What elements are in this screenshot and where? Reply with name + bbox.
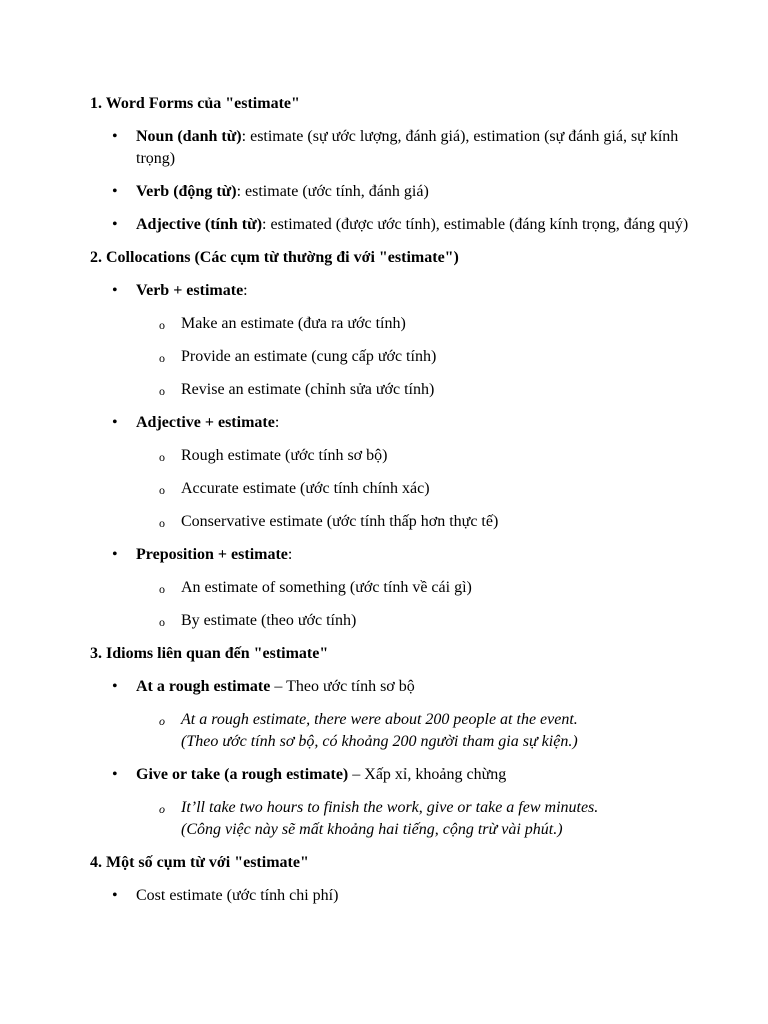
list-item xyxy=(90,676,708,753)
term-text: : estimate (sự ước lượng, đánh giá), estimation (sự đánh giá, sự kính trọng) xyxy=(136,128,679,167)
sub-list-item: o Accurate estimate (ước tính chính xác) xyxy=(136,478,708,500)
example-item xyxy=(136,797,708,841)
group-label: Verb + estimate xyxy=(136,282,244,299)
term-text: : estimate (ước tính, đánh giá) xyxy=(236,183,429,200)
list-item xyxy=(90,181,708,203)
sub-list-item: o Revise an estimate (chỉnh sửa ước tính) xyxy=(136,379,708,401)
example-en: It’ll take two hours to finish the work, give or take a few minutes. xyxy=(181,799,599,816)
example-vi: (Công việc này sẽ mất khoảng hai tiếng, cộng trừ vài phút.) xyxy=(181,821,563,838)
example-item xyxy=(136,709,708,753)
list-item: • Cost estimate (ước tính chi phí) xyxy=(90,885,708,907)
section-heading-collocations: 2. Collocations (Các cụm từ thường đi với "estimate") xyxy=(90,249,459,266)
sub-list-item: o Rough estimate (ước tính sơ bộ) xyxy=(136,445,708,467)
group-suffix: : xyxy=(287,546,293,563)
sub-list-item: o Make an estimate (đưa ra ước tính) xyxy=(136,313,708,335)
list-item xyxy=(90,280,708,401)
term-label: Adjective (tính từ) xyxy=(136,216,263,233)
example-vi: (Theo ước tính sơ bộ, có khoảng 200 người tham gia sự kiện.) xyxy=(181,733,578,750)
list-item xyxy=(90,214,708,236)
idiom-label: At a rough estimate xyxy=(136,678,271,695)
phrases-list xyxy=(90,885,708,907)
term-label: Noun (danh từ) xyxy=(136,128,242,145)
group-label: Adjective + estimate xyxy=(136,414,275,431)
sub-list xyxy=(136,313,708,401)
term-text: : estimated (được ước tính), estimable (đáng kính trọng, đáng quý) xyxy=(262,216,689,233)
sub-list-item: o By estimate (theo ước tính) xyxy=(136,610,708,632)
idiom-meaning: – Xấp xỉ, khoảng chừng xyxy=(348,766,507,783)
idiom-meaning: – Theo ước tính sơ bộ xyxy=(270,678,415,695)
sub-list-item: o Provide an estimate (cung cấp ước tính) xyxy=(136,346,708,368)
group-label: Preposition + estimate xyxy=(136,546,288,563)
sub-list xyxy=(136,445,708,533)
idioms-list xyxy=(90,676,708,841)
list-item xyxy=(90,544,708,632)
sub-list-item: o Conservative estimate (ước tính thấp hơn thực tế) xyxy=(136,511,708,533)
list-item xyxy=(90,764,708,841)
example-en: At a rough estimate, there were about 200 people at the event. xyxy=(181,711,578,728)
group-suffix: : xyxy=(243,282,248,299)
sub-list xyxy=(136,709,708,753)
term-label: Verb (động từ) xyxy=(136,183,237,200)
collocations-list xyxy=(90,280,708,632)
section-heading-word-forms: 1. Word Forms của "estimate" xyxy=(90,95,300,112)
word-forms-list xyxy=(90,126,708,236)
list-item xyxy=(90,126,708,170)
sub-list-item: o An estimate of something (ước tính về cái gì) xyxy=(136,577,708,599)
section-heading-idioms: 3. Idioms liên quan đến "estimate" xyxy=(90,645,329,662)
idiom-label: Give or take (a rough estimate) xyxy=(136,766,349,783)
sub-list xyxy=(136,797,708,841)
section-heading-phrases: 4. Một số cụm từ với "estimate" xyxy=(90,854,309,871)
list-item xyxy=(90,412,708,533)
sub-list xyxy=(136,577,708,632)
group-suffix: : xyxy=(274,414,280,431)
